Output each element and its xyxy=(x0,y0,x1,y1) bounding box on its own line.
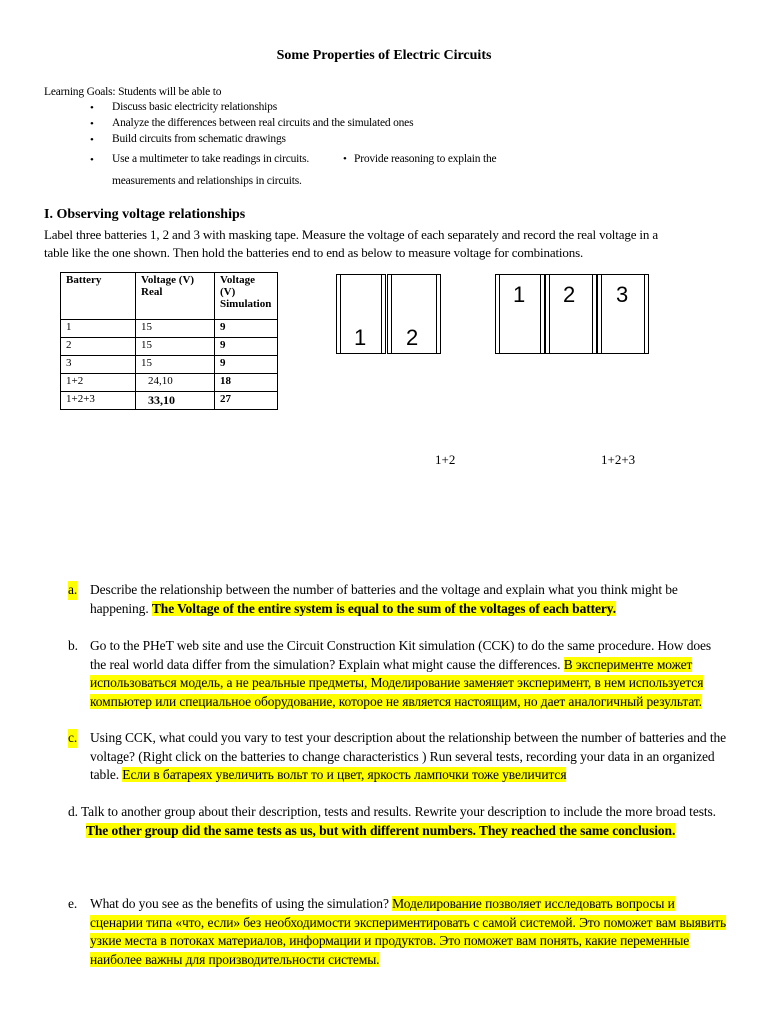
instructions-line: table like the one shown. Then hold the batteries end to end as below to measure voltage for combinations. xyxy=(44,244,584,260)
header-voltage-real: Voltage (V) Real xyxy=(136,273,215,320)
question-label: d. xyxy=(68,804,78,819)
header-battery: Battery xyxy=(61,273,136,320)
question-label: b. xyxy=(68,638,78,653)
answer-text: Моделирование позволяет исследовать вопросы и сценарии типа «что, если» без необходимости экспериментировать с самой системой. Это поможет вам выявить узкие места в потоках материалов, информации и продуктов. Это поможет вам понять, какие переменные наиболее важны для производительности системы. xyxy=(90,896,727,967)
goal-item: Analyze the differences between real circuits and the simulated ones xyxy=(112,117,414,129)
question-text: Talk to another group about their description, tests and results. Rewrite your description to include the more broad tests. xyxy=(80,804,716,819)
cell-real: 33,10 xyxy=(136,392,215,410)
bullet: • xyxy=(90,102,94,114)
battery-1-figure xyxy=(336,274,386,354)
question-text: What do you see as the benefits of using the simulation? xyxy=(90,896,389,911)
battery-number: 2 xyxy=(563,282,576,307)
question-label: e. xyxy=(68,896,78,911)
cell-real: 24,10 xyxy=(136,374,215,392)
table-row xyxy=(61,338,278,356)
battery-1-figure xyxy=(495,274,545,354)
battery-3-figure xyxy=(597,274,649,354)
answer-text: В эксперименте может использоваться модель, а не реальные предметы, Моделирование заменяет эксперимент, в нем используется компьютер или специальное оборудование, которое не является настоящим, но дает аналогичный результат. xyxy=(90,656,704,709)
battery-number: 1 xyxy=(354,325,367,350)
cell-battery: 1+2 xyxy=(61,374,136,392)
battery-2-figure xyxy=(545,274,597,354)
question-text: Go to the PHeT web site and use the Circuit Construction Kit simulation (CCK) to do the same procedure. How does the real world data differ from the simulation? Explain what might cause the differences. xyxy=(90,638,712,672)
question-d xyxy=(68,803,728,840)
cell-simulation: 9 xyxy=(215,356,278,374)
question-b xyxy=(68,637,728,711)
section-instructions xyxy=(44,226,734,261)
table-row xyxy=(61,356,278,374)
cell-battery: 2 xyxy=(61,338,136,356)
cell-real: 15 xyxy=(136,320,215,338)
question-text: Using CCK, what could you vary to test your description about the relationship between the number of batteries and the voltage? (Right click on the batteries to change characteristics ) Run several tests, recording your data in an organized table. xyxy=(90,730,727,782)
answer-text: The other group did the same tests as us, but with different numbers. They reached the same conclusion. xyxy=(86,822,676,838)
table-row xyxy=(61,320,278,338)
battery-number: 3 xyxy=(616,282,629,307)
bullet: • xyxy=(343,153,347,165)
goals-heading: Learning Goals: Students will be able to xyxy=(44,86,222,98)
cell-battery: 1+2+3 xyxy=(61,392,136,410)
cell-simulation: 9 xyxy=(215,320,278,338)
cell-real: 15 xyxy=(136,338,215,356)
question-text: Describe the relationship between the number of batteries and the voltage and explain what you think might be happening. xyxy=(90,582,678,616)
section-heading: I. Observing voltage relationships xyxy=(44,207,246,222)
answer-text: Если в батареях увеличить вольт то и цвет, яркость лампочки тоже увеличится xyxy=(122,767,567,782)
question-label: c. xyxy=(68,729,77,748)
page-title: Some Properties of Electric Circuits xyxy=(276,48,492,63)
question-a xyxy=(68,581,728,618)
goal-item: measurements and relationships in circuits. xyxy=(112,175,302,187)
bullet: • xyxy=(90,118,94,130)
question-e xyxy=(68,895,728,969)
battery-number: 1 xyxy=(513,282,526,307)
question-label: a. xyxy=(68,581,77,600)
voltage-table xyxy=(60,272,278,410)
goal-item: Provide reasoning to explain the xyxy=(354,153,497,165)
combo-label-triple: 1+2+3 xyxy=(601,452,636,467)
goal-item: Discuss basic electricity relationships xyxy=(112,101,277,113)
instructions-line: Label three batteries 1, 2 and 3 with masking tape. Measure the voltage of each separately and record the real voltage in a xyxy=(44,227,658,242)
cell-real: 15 xyxy=(136,356,215,374)
cell-battery: 3 xyxy=(61,356,136,374)
goal-item: Use a multimeter to take readings in circuits. xyxy=(112,153,310,165)
battery-2-figure xyxy=(387,274,441,354)
answer-text: The Voltage of the entire system is equal to the sum of the voltages of each battery. xyxy=(151,600,616,616)
header-voltage-simulation: Voltage (V) Simulation xyxy=(215,273,278,320)
cell-simulation: 9 xyxy=(215,338,278,356)
cell-battery: 1 xyxy=(61,320,136,338)
table-header-row xyxy=(61,273,278,320)
cell-simulation: 27 xyxy=(215,392,278,410)
cell-simulation: 18 xyxy=(215,374,278,392)
table-row xyxy=(61,392,278,410)
battery-number: 2 xyxy=(406,325,419,350)
goal-item: Build circuits from schematic drawings xyxy=(112,133,286,145)
question-c xyxy=(68,729,728,785)
bullet: • xyxy=(90,134,94,146)
combo-label-pair: 1+2 xyxy=(435,452,456,467)
table-row xyxy=(61,374,278,392)
bullet: • xyxy=(90,154,94,166)
